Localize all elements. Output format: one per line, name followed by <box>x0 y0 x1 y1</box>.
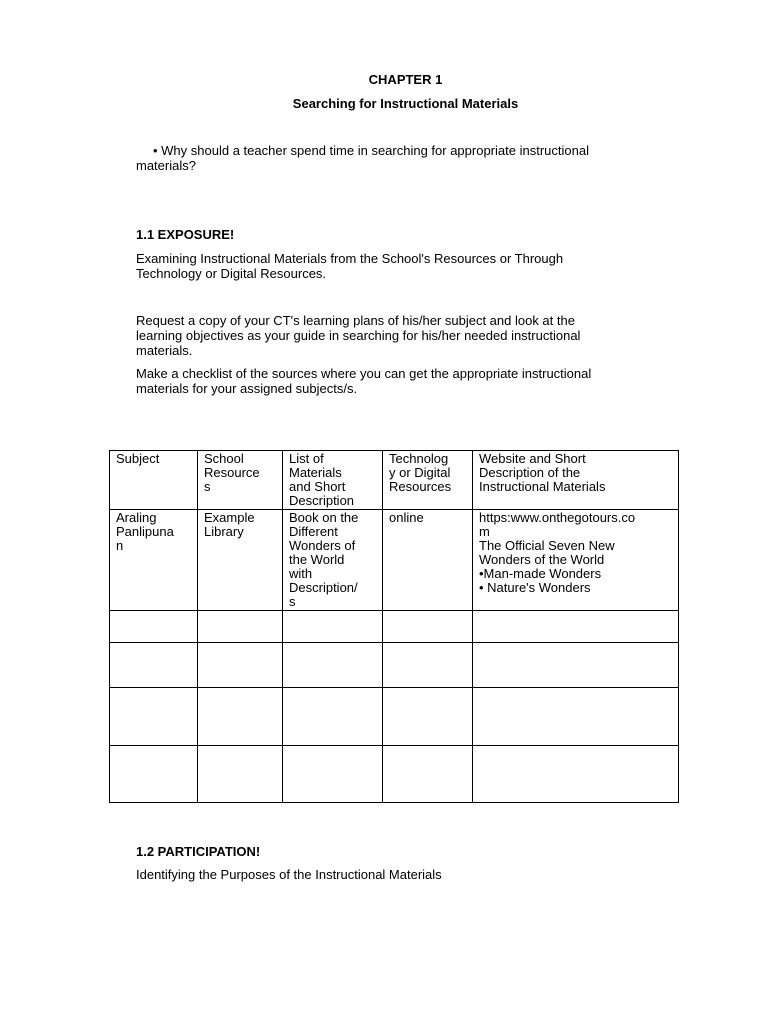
table-cell <box>473 611 679 643</box>
table-cell <box>283 688 383 746</box>
table-row <box>110 746 679 803</box>
intro-line: Examining Instructional Materials from the School's Resources or Through <box>136 251 564 266</box>
table-cell <box>110 611 198 643</box>
sources-checklist-table <box>109 450 679 803</box>
header-list-of-materials: List of Materials and Short Description <box>283 451 383 510</box>
table-row <box>110 510 679 611</box>
table-cell <box>110 643 198 688</box>
header-website: Website and Short Description of the Instructional Materials <box>473 451 679 510</box>
table-cell <box>383 688 473 746</box>
intro-line: Technology or Digital Resources. <box>136 266 327 281</box>
table-cell <box>383 611 473 643</box>
header-technology: Technolog y or Digital Resources <box>383 451 473 510</box>
cell-school-resources: Example Library <box>198 510 283 611</box>
question-line: materials? <box>136 158 196 173</box>
section1-intro <box>136 251 676 281</box>
table-row <box>110 643 679 688</box>
table-cell <box>283 611 383 643</box>
chapter-title: Searching for Instructional Materials <box>292 96 519 111</box>
cell-materials: Book on the Different Wonders of the World with Description/ s <box>283 510 383 611</box>
table-cell <box>198 643 283 688</box>
chapter-label: CHAPTER 1 <box>368 72 443 87</box>
header-subject: Subject <box>110 451 198 510</box>
section2-intro: Identifying the Purposes of the Instructional Materials <box>136 867 442 882</box>
table-cell <box>198 688 283 746</box>
header-school-resources: School Resource s <box>198 451 283 510</box>
table-cell <box>383 746 473 803</box>
request-paragraph <box>136 313 676 358</box>
cell-subject: Araling Panlipuna n <box>110 510 198 611</box>
table-cell <box>473 746 679 803</box>
section2-heading: 1.2 PARTICIPATION! <box>136 844 261 859</box>
cell-technology: online <box>383 510 473 611</box>
table-cell <box>283 643 383 688</box>
checklist-line: Make a checklist of the sources where you can get the appropriate instructional <box>136 366 592 381</box>
table-row <box>110 611 679 643</box>
request-line: materials. <box>136 343 193 358</box>
question-line: • Why should a teacher spend time in searching for appropriate instructional <box>153 143 589 158</box>
request-line: learning objectives as your guide in searching for his/her needed instructional <box>136 328 581 343</box>
checklist-line: materials for your assigned subjects/s. <box>136 381 358 396</box>
section1-heading: 1.1 EXPOSURE! <box>136 227 235 242</box>
table-row <box>110 688 679 746</box>
table-cell <box>198 611 283 643</box>
table-cell <box>283 746 383 803</box>
table-cell <box>473 688 679 746</box>
checklist-instruction <box>136 366 676 396</box>
table-cell <box>198 746 283 803</box>
guiding-question <box>136 143 676 173</box>
table-cell <box>110 746 198 803</box>
table-cell <box>383 643 473 688</box>
table-header-row <box>110 451 679 510</box>
table-cell <box>110 688 198 746</box>
table-cell <box>473 643 679 688</box>
cell-website: https:www.onthegotours.co m The Official Seven New Wonders of the World •Man-made Wonders • Nature's Wonders <box>473 510 679 611</box>
request-line: Request a copy of your CT's learning plans of his/her subject and look at the <box>136 313 575 328</box>
